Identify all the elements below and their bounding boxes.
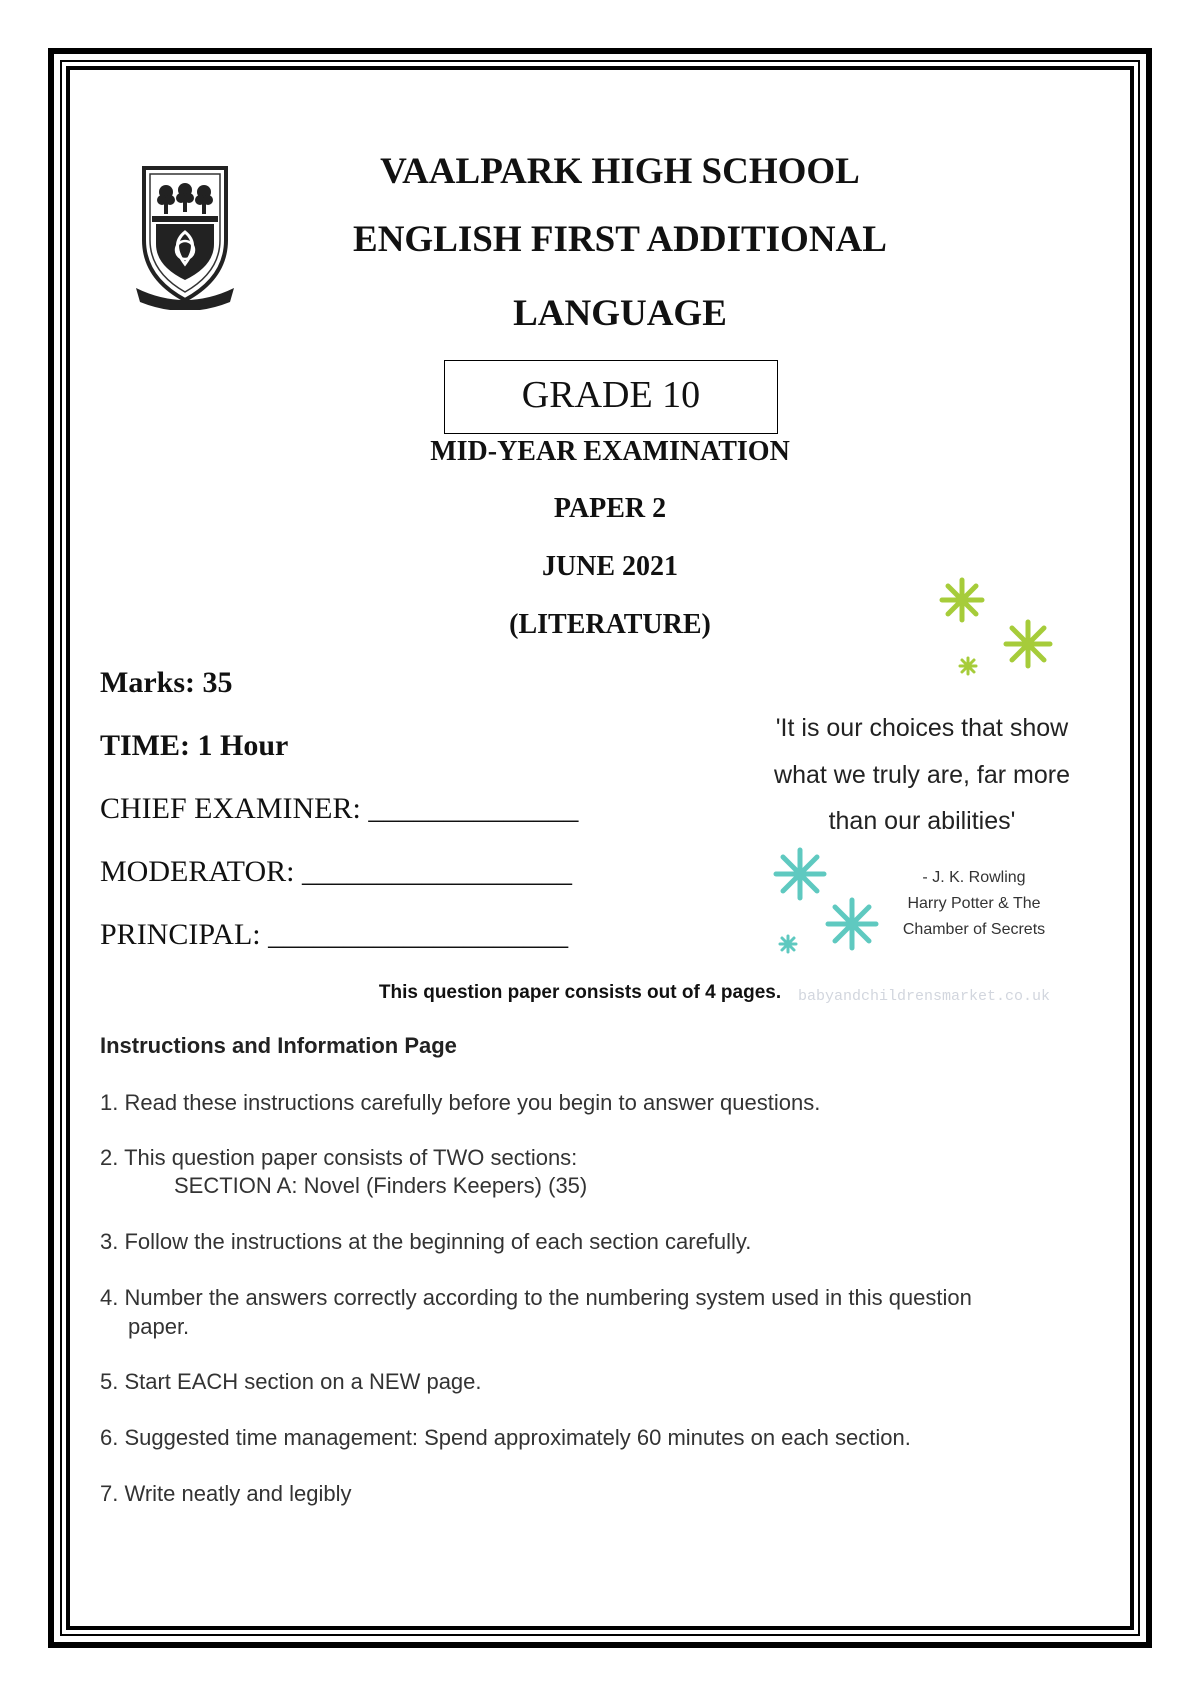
page-count-note: This question paper consists out of 4 pages. [378,982,782,1003]
subject-title-line-2: LANGUAGE [513,293,727,334]
instruction-item-6: 6. Suggested time management: Spend approximately 60 minutes on each section. [100,1425,911,1450]
quote-line-3: than our abilities' [828,807,1016,835]
grade-box: GRADE 10 [444,360,778,434]
instruction-item-2: 2. This question paper consists of TWO sections: [100,1145,578,1170]
flower-teal-right-icon [828,900,876,948]
instruction-item-2-section: SECTION A: Novel (Finders Keepers) (35) [174,1173,588,1198]
marks-label: Marks: 35 [100,666,233,699]
principal-field: PRINCIPAL: ____________________ [100,918,569,951]
instructions-heading: Instructions and Information Page [100,1033,457,1058]
instruction-item-5: 5. Start EACH section on a NEW page. [100,1369,482,1394]
paper-number: PAPER 2 [553,493,667,524]
school-crest-logo [134,160,236,310]
quote-author: - J. K. Rowling [922,869,1026,886]
flower-teal-left-icon [776,850,824,898]
chief-examiner-field: CHIEF EXAMINER: ______________ [100,792,579,825]
flower-green-medium-icon [1006,622,1050,666]
moderator-field: MODERATOR: __________________ [100,855,572,888]
instruction-item-7: 7. Write neatly and legibly [100,1481,352,1506]
quote-image [762,572,1080,1012]
instruction-item-4: 4. Number the answers correctly according to the numbering system used in this question [100,1285,972,1310]
quote-line-1: 'It is our choices that show [775,714,1069,742]
exam-section: (LITERATURE) [509,609,711,640]
exam-date: JUNE 2021 [541,551,679,582]
flower-green-large-icon [942,580,982,620]
instruction-item-4-continued: paper. [128,1314,190,1339]
quote-source-line-1: Harry Potter & The [907,895,1041,912]
time-label: TIME: 1 Hour [100,729,289,762]
school-name: VAALPARK HIGH SCHOOL [380,151,860,192]
quote-source-line-2: Chamber of Secrets [902,921,1046,938]
quote-website: babyandchildrensmarket.co.uk [797,988,1051,1005]
instruction-item-1: 1. Read these instructions carefully before you begin to answer questions. [100,1090,821,1115]
subject-title-line-1: ENGLISH FIRST ADDITIONAL [353,219,887,260]
flower-green-small-icon [960,658,976,674]
flower-teal-small-icon [780,936,796,952]
instruction-item-3: 3. Follow the instructions at the beginning of each section carefully. [100,1229,752,1254]
exam-type: MID-YEAR EXAMINATION [430,436,790,467]
quote-line-2: what we truly are, far more [774,761,1070,789]
